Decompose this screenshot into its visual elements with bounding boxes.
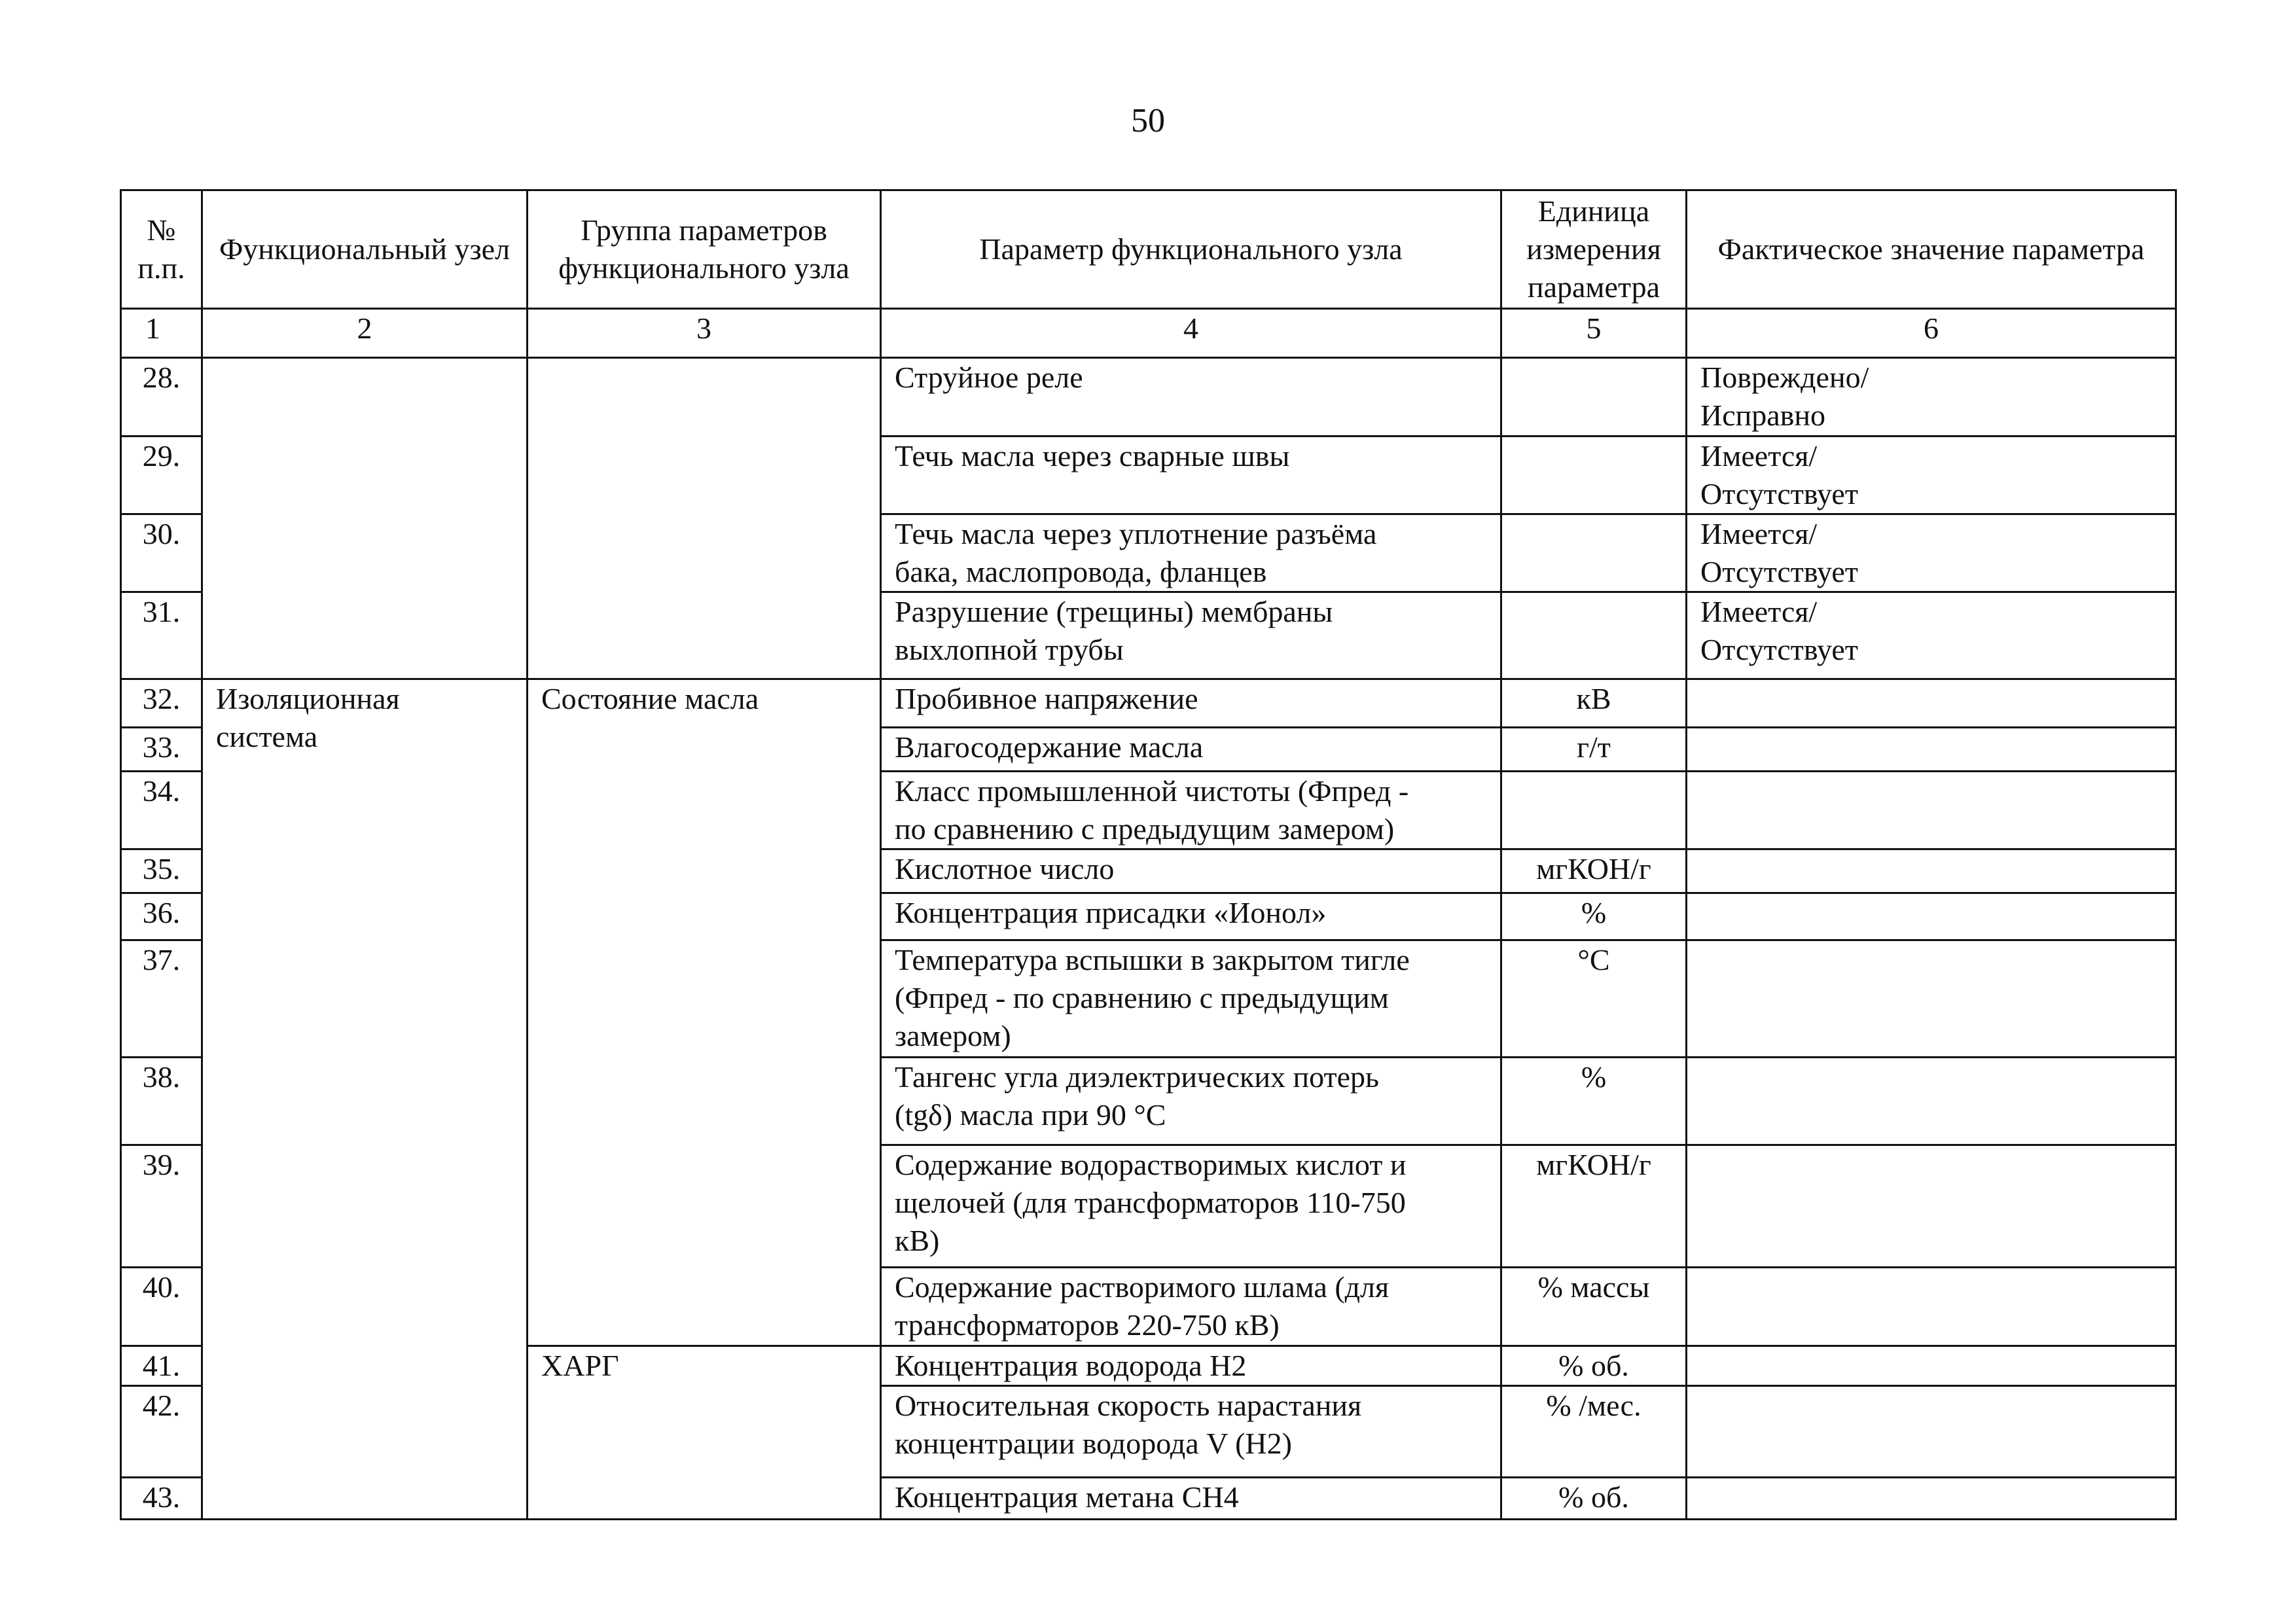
column-number: 1 bbox=[121, 309, 202, 358]
functional-node-cell bbox=[202, 358, 528, 679]
row-number: 38. bbox=[121, 1058, 202, 1145]
unit-cell: % об. bbox=[1501, 1478, 1687, 1520]
value-cell: Повреждено/ Исправно bbox=[1687, 358, 2176, 437]
unit-cell bbox=[1501, 772, 1687, 849]
value-cell: Имеется/ Отсутствует bbox=[1687, 592, 2176, 679]
parameter-cell: Концентрация присадки «Ионол» bbox=[881, 893, 1501, 940]
unit-cell bbox=[1501, 514, 1687, 592]
value-cell bbox=[1687, 1346, 2176, 1386]
parameter-group-cell bbox=[528, 358, 881, 679]
header-actual-value: Фактическое значение параметра bbox=[1687, 190, 2176, 309]
parameter-cell: Кислотное число bbox=[881, 849, 1501, 893]
header-parameter-group: Группа параметров функционального узла bbox=[528, 190, 881, 309]
unit-cell: % /мес. bbox=[1501, 1386, 1687, 1478]
functional-node-cell: Изоляционная система bbox=[202, 679, 528, 1520]
value-cell bbox=[1687, 1058, 2176, 1145]
parameter-group-cell: ХАРГ bbox=[528, 1346, 881, 1520]
unit-cell bbox=[1501, 358, 1687, 437]
parameter-cell: Влагосодержание масла bbox=[881, 728, 1501, 772]
parameter-cell: Относительная скорость нарастания концентрации водорода V (H2) bbox=[881, 1386, 1501, 1478]
header-functional-node: Функциональный узел bbox=[202, 190, 528, 309]
row-number: 42. bbox=[121, 1386, 202, 1478]
parameter-cell: Течь масла через сварные швы bbox=[881, 437, 1501, 514]
value-cell: Имеется/ Отсутствует bbox=[1687, 437, 2176, 514]
header-unit: Единица измерения параметра bbox=[1501, 190, 1687, 309]
parameter-cell: Пробивное напряжение bbox=[881, 679, 1501, 728]
header-parameter: Параметр функционального узла bbox=[881, 190, 1501, 309]
value-cell bbox=[1687, 1478, 2176, 1520]
unit-cell: % bbox=[1501, 893, 1687, 940]
row-number: 39. bbox=[121, 1145, 202, 1268]
parameter-cell: Течь масла через уплотнение разъёма бака, маслопровода, фланцев bbox=[881, 514, 1501, 592]
unit-cell: кВ bbox=[1501, 679, 1687, 728]
unit-cell: мгКОН/г bbox=[1501, 1145, 1687, 1268]
value-cell bbox=[1687, 1145, 2176, 1268]
row-number: 41. bbox=[121, 1346, 202, 1386]
page-number: 50 bbox=[1131, 102, 1165, 139]
column-number: 2 bbox=[202, 309, 528, 358]
parameter-group-cell: Состояние масла bbox=[528, 679, 881, 1346]
value-cell bbox=[1687, 679, 2176, 728]
row-number: 32. bbox=[121, 679, 202, 728]
parameter-cell: Температура вспышки в закрытом тигле (Фпред - по сравнению с предыдущим замером) bbox=[881, 940, 1501, 1058]
row-number: 40. bbox=[121, 1268, 202, 1346]
row-number: 43. bbox=[121, 1478, 202, 1520]
value-cell bbox=[1687, 728, 2176, 772]
table-row bbox=[121, 358, 2176, 437]
column-number: 4 bbox=[881, 309, 1501, 358]
value-cell bbox=[1687, 940, 2176, 1058]
row-number: 28. bbox=[121, 358, 202, 437]
table-header-row bbox=[121, 190, 2176, 309]
value-cell bbox=[1687, 1386, 2176, 1478]
parameter-cell: Концентрация метана CH4 bbox=[881, 1478, 1501, 1520]
parameter-cell: Содержание растворимого шлама (для трансформаторов 220-750 кВ) bbox=[881, 1268, 1501, 1346]
row-number: 30. bbox=[121, 514, 202, 592]
column-number: 5 bbox=[1501, 309, 1687, 358]
parameter-cell: Разрушение (трещины) мембраны выхлопной трубы bbox=[881, 592, 1501, 679]
row-number: 33. bbox=[121, 728, 202, 772]
header-number: № п.п. bbox=[121, 190, 202, 309]
parameter-cell: Класс промышленной чистоты (Фпред - по сравнению с предыдущим замером) bbox=[881, 772, 1501, 849]
unit-cell: г/т bbox=[1501, 728, 1687, 772]
unit-cell bbox=[1501, 592, 1687, 679]
unit-cell bbox=[1501, 437, 1687, 514]
value-cell: Имеется/ Отсутствует bbox=[1687, 514, 2176, 592]
parameter-cell: Концентрация водорода H2 bbox=[881, 1346, 1501, 1386]
table-row bbox=[121, 679, 2176, 728]
unit-cell: мгКОН/г bbox=[1501, 849, 1687, 893]
parameter-cell: Тангенс угла диэлектрических потерь (tgδ) масла при 90 °C bbox=[881, 1058, 1501, 1145]
column-number: 3 bbox=[528, 309, 881, 358]
value-cell bbox=[1687, 849, 2176, 893]
parameter-cell: Содержание водорастворимых кислот и щелочей (для трансформаторов 110-750 кВ) bbox=[881, 1145, 1501, 1268]
parameter-cell: Струйное реле bbox=[881, 358, 1501, 437]
value-cell bbox=[1687, 1268, 2176, 1346]
row-number: 34. bbox=[121, 772, 202, 849]
parameters-table bbox=[120, 189, 2177, 1520]
unit-cell: % об. bbox=[1501, 1346, 1687, 1386]
row-number: 37. bbox=[121, 940, 202, 1058]
unit-cell: °C bbox=[1501, 940, 1687, 1058]
row-number: 29. bbox=[121, 437, 202, 514]
row-number: 36. bbox=[121, 893, 202, 940]
column-number: 6 bbox=[1687, 309, 2176, 358]
value-cell bbox=[1687, 772, 2176, 849]
row-number: 31. bbox=[121, 592, 202, 679]
value-cell bbox=[1687, 893, 2176, 940]
unit-cell: % массы bbox=[1501, 1268, 1687, 1346]
row-number: 35. bbox=[121, 849, 202, 893]
unit-cell: % bbox=[1501, 1058, 1687, 1145]
column-number-row bbox=[121, 309, 2176, 358]
